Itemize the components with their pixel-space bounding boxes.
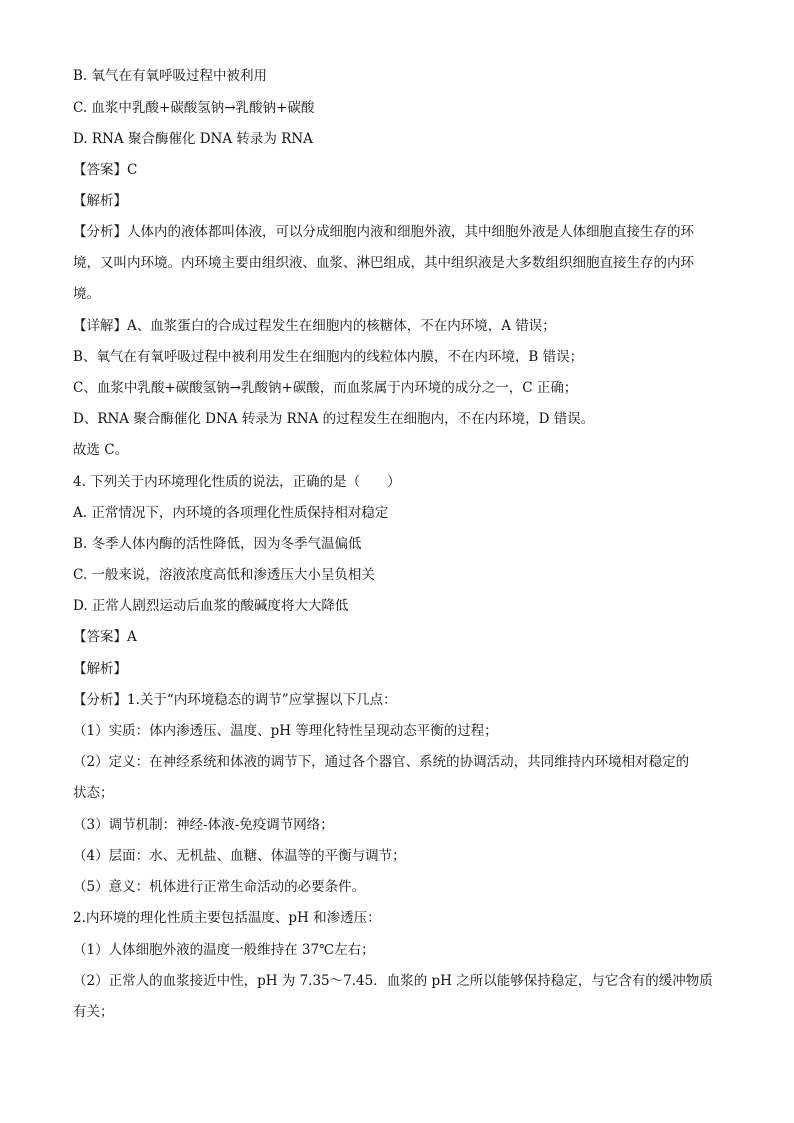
- analysis-heading: 【解析】: [73, 193, 127, 209]
- option-d-line: D. 正常人剧烈运动后血浆的酸碱度将大大降低: [73, 598, 349, 614]
- analysis-point-line: （1）实质：体内渗透压、温度、pH 等理化特性呈现动态平衡的过程；: [73, 723, 498, 739]
- analysis-point-line: （3）调节机制：神经-体液-免疫调节网络；: [73, 817, 334, 833]
- analysis-text-line: 境，又叫内环境。内环境主要由组织液、血浆、淋巴组成，其中组织液是大多数组织细胞直接生存的内环: [73, 255, 694, 271]
- analysis-text-line: 【分析】1.关于“内环境稳态的调节”应掌握以下几点：: [73, 692, 397, 708]
- question-stem: 4. 下列关于内环境理化性质的说法，正确的是（ ）: [73, 474, 401, 490]
- analysis-text-line: 2.内环境的理化性质主要包括温度、pH 和渗透压：: [73, 910, 381, 926]
- answer-line: 【答案】A: [73, 629, 137, 645]
- analysis-text-line: 【分析】人体内的液体都叫体液，可以分成细胞内液和细胞外液，其中细胞外液是人体细胞直接生存的环: [73, 224, 694, 240]
- conclusion-line: 故选 C。: [73, 442, 129, 458]
- detail-line: D、RNA 聚合酶催化 DNA 转录为 RNA 的过程发生在细胞内，不在内环境，D 错误。: [73, 411, 595, 427]
- detail-line: C、血浆中乳酸+碳酸氢钠→乳酸钠+碳酸，而血浆属于内环境的成分之一，C 正确；: [73, 380, 578, 396]
- option-d-line: D. RNA 聚合酶催化 DNA 转录为 RNA: [73, 131, 313, 147]
- analysis-point-line: （1）人体细胞外液的温度一般维持在 37℃左右；: [73, 942, 375, 958]
- analysis-text-line: 境。: [73, 286, 100, 302]
- answer-line: 【答案】C: [73, 162, 138, 178]
- analysis-point-line: （2）定义：在神经系统和体液的调节下，通过各个器官、系统的协调活动，共同维持内环境相对稳定的: [73, 754, 690, 770]
- option-b-line: B. 氧气在有氧呼吸过程中被利用: [73, 68, 268, 84]
- analysis-point-line: （5）意义：机体进行正常生命活动的必要条件。: [73, 879, 366, 895]
- analysis-point-line: （2）正常人的血浆接近中性，pH 为 7.35～7.45．血浆的 pH 之所以能够保持稳定，与它含有的缓冲物质: [73, 973, 713, 989]
- analysis-heading: 【解析】: [73, 661, 127, 677]
- option-c-line: C. 一般来说，溶液浓度高低和渗透压大小呈负相关: [73, 567, 375, 583]
- analysis-point-line: （4）层面：水、无机盐、血糖、体温等的平衡与调节；: [73, 848, 406, 864]
- option-a-line: A. 正常情况下，内环境的各项理化性质保持相对稳定: [73, 505, 389, 521]
- analysis-point-line: 有关；: [73, 1004, 114, 1020]
- detail-line: 【详解】A、血浆蛋白的合成过程发生在细胞内的核糖体，不在内环境，A 错误；: [73, 318, 556, 334]
- option-c-line: C. 血浆中乳酸+碳酸氢钠→乳酸钠+碳酸: [73, 100, 315, 116]
- detail-line: B、氧气在有氧呼吸过程中被利用发生在细胞内的线粒体内膜，不在内环境，B 错误；: [73, 349, 584, 365]
- option-b-line: B. 冬季人体内酶的活性降低，因为冬季气温偏低: [73, 536, 362, 552]
- analysis-point-line: 状态；: [73, 785, 114, 801]
